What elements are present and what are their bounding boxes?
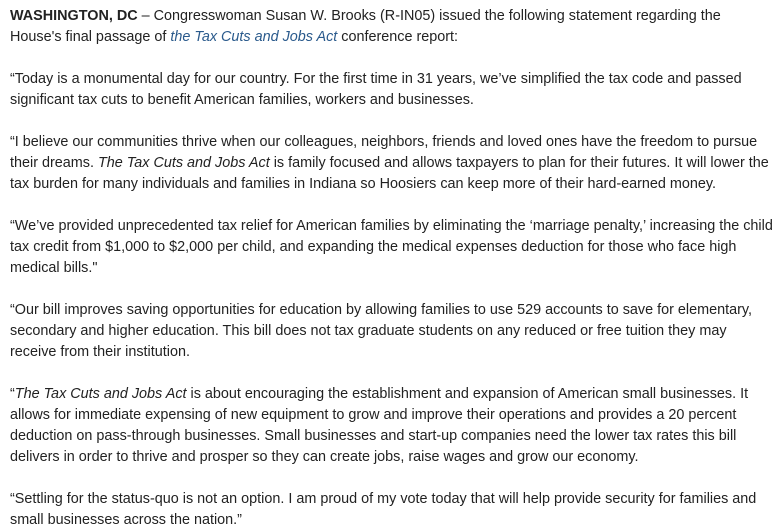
- quote-paragraph-6: “Settling for the status-quo is not an option. I am proud of my vote today that will help provide security for families and small businesses across the nation.”: [10, 491, 757, 528]
- dateline: WASHINGTON, DC: [10, 8, 138, 24]
- quote-paragraph-5: [10, 384, 774, 468]
- intro-text-before-link: – Congresswoman Susan W. Brooks (R-IN05) issued the following statement regarding the House's final passage of: [10, 8, 721, 45]
- intro-text-after-link: conference report:: [337, 29, 459, 45]
- paragraph-2-text-before: “I believe our communities thrive when our colleagues, neighbors, friends and loved ones have the freedom to pursue their dreams.: [10, 134, 758, 171]
- quote-paragraph-2: [10, 132, 774, 195]
- paragraph-5-open-quote: “: [10, 386, 15, 402]
- quote-paragraph-3: “We’ve provided unprecedented tax relief for American families by eliminating the ‘marriage penalty,’ increasing the child tax credit from $1,000 to $2,000 per child, and expanding the medical expenses deduction for those who face high medical bills.": [10, 218, 773, 276]
- intro-paragraph: [10, 6, 774, 48]
- paragraph-2-text-after: is family focused and allows taxpayers to plan for their futures. It will lower the tax burden for many individuals and families in Indiana so Hoosiers can keep more of their hard-earned money.: [10, 155, 769, 192]
- paragraph-2-act-title: The Tax Cuts and Jobs Act: [97, 155, 270, 171]
- quote-paragraph-4: “Our bill improves saving opportunities for education by allowing families to use 529 accounts to save for elementary, secondary and higher education. This bill does not tax graduate students on any reduced or free tuition they may receive from their institution.: [10, 302, 753, 360]
- quote-paragraph-1: “Today is a monumental day for our country. For the first time in 31 years, we’ve simplified the tax code and passed significant tax cuts to benefit American families, workers and businesses.: [10, 71, 742, 108]
- tax-cuts-act-link[interactable]: the Tax Cuts and Jobs Act: [170, 29, 338, 45]
- paragraph-5-act-title: The Tax Cuts and Jobs Act: [14, 386, 187, 402]
- paragraph-5-text-after: is about encouraging the establishment and expansion of American small businesses. It allows for immediate expensing of new equipment to grow and improve their operations and provides a 20 percent deduction on pass-through businesses. Small businesses and start-up companies need the lower tax rates this bill delivers in order to thrive and prosper so they can create jobs, raise wages and grow our economy.: [10, 386, 749, 465]
